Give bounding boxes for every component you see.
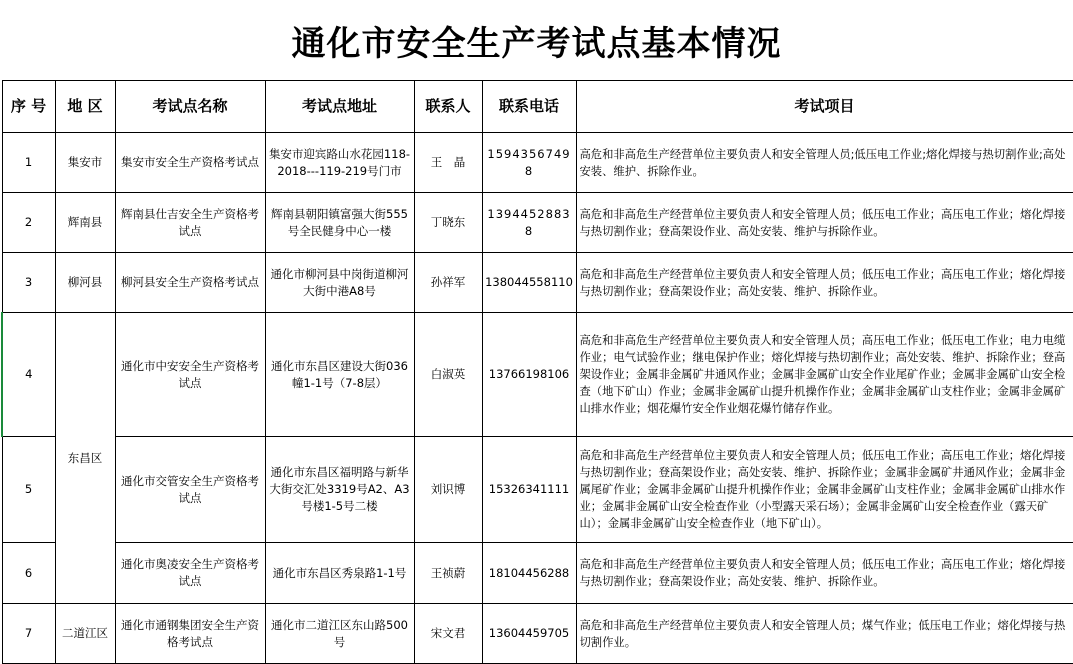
row-no: 3 [2, 253, 55, 313]
header-contact: 联系人 [414, 81, 482, 133]
row-site-address: 通化市二道江区东山路500号 [265, 604, 414, 664]
row-phone: 13766198106 [482, 313, 576, 437]
row-phone: 138044558110 [482, 253, 576, 313]
header-region: 地 区 [55, 81, 115, 133]
row-no: 1 [2, 133, 55, 193]
header-phone: 联系电话 [482, 81, 576, 133]
row-contact: 刘识博 [414, 437, 482, 543]
row-site-name: 通化市交管安全生产资格考试点 [115, 437, 265, 543]
exam-sites-table [1, 80, 1073, 664]
row-exam-items: 高危和非高危生产经营单位主要负责人和安全管理人员；煤气作业；低压电工作业；熔化焊接与热切割作业。 [576, 604, 1073, 664]
row-contact: 宋文君 [414, 604, 482, 664]
table-row [2, 543, 1073, 604]
row-site-address: 通化市东昌区福明路与新华大街交汇处3319号A2、A3号楼1-5号二楼 [265, 437, 414, 543]
row-site-name: 柳河县安全生产资格考试点 [115, 253, 265, 313]
row-region: 集安市 [55, 133, 115, 193]
row-site-name: 通化市通钢集团安全生产资格考试点 [115, 604, 265, 664]
row-exam-items: 高危和非高危生产经营单位主要负责人和安全管理人员；低压电工作业；高压电工作业；熔化焊接与热切割作业；登高架设作业、高处安装、维护与拆除作业。 [576, 193, 1073, 253]
row-phone: 13604459705 [482, 604, 576, 664]
header-site-name: 考试点名称 [115, 81, 265, 133]
row-no: 5 [2, 437, 55, 543]
header-exam-items: 考试项目 [576, 81, 1073, 133]
row-phone: 15326341111 [482, 437, 576, 543]
row-phone: 15943567498 [482, 133, 576, 193]
table-row [2, 437, 1073, 543]
row-exam-items: 高危和非高危生产经营单位主要负责人和安全管理人员;低压电工作业;熔化焊接与热切割作业;高处安装、维护、拆除作业。 [576, 133, 1073, 193]
row-region: 柳河县 [55, 253, 115, 313]
row-site-address: 通化市柳河县中岗街道柳河大街中港A8号 [265, 253, 414, 313]
row-region: 东昌区 [55, 313, 115, 604]
row-phone: 18104456288 [482, 543, 576, 604]
page-title: 通化市安全生产考试点基本情况 [291, 23, 782, 64]
table-row [2, 313, 1073, 437]
row-site-name: 辉南县仕吉安全生产资格考试点 [115, 193, 265, 253]
row-exam-items: 高危和非高危生产经营单位主要负责人和安全管理人员；高压电工作业；低压电工作业；电力电缆作业；电气试验作业；继电保护作业；熔化焊接与热切割作业；高处安装、维护、拆除作业；登高架设作业；金属非金属矿井通风作业；金属非金属矿山安全作业尾矿作业；金属非金属矿山安全检查（地下矿山）作业；金属非金属矿山提升机操作作业；金属非金属矿山支柱作业；金属非金属矿山排水作业；烟花爆竹安全作业烟花爆竹储存作业。 [576, 313, 1073, 437]
row-no: 7 [2, 604, 55, 664]
row-contact: 孙祥军 [414, 253, 482, 313]
row-region: 辉南县 [55, 193, 115, 253]
row-site-address: 通化市东昌区秀泉路1-1号 [265, 543, 414, 604]
row-contact: 王 晶 [414, 133, 482, 193]
table-row [2, 604, 1073, 664]
table-row [2, 193, 1073, 253]
row-contact: 白淑英 [414, 313, 482, 437]
table-row [2, 133, 1073, 193]
row-site-name: 通化市中安安全生产资格考试点 [115, 313, 265, 437]
row-no: 4 [2, 313, 55, 437]
row-no: 6 [2, 543, 55, 604]
row-contact: 王祯蔚 [414, 543, 482, 604]
row-phone: 13944528838 [482, 193, 576, 253]
row-site-name: 集安市安全生产资格考试点 [115, 133, 265, 193]
row-site-name: 通化市奥凌安全生产资格考试点 [115, 543, 265, 604]
row-contact: 丁晓东 [414, 193, 482, 253]
row-region: 二道江区 [55, 604, 115, 664]
row-site-address: 集安市迎宾路山水花园118-2018---119-219号门市 [265, 133, 414, 193]
row-no: 2 [2, 193, 55, 253]
row-site-address: 通化市东昌区建设大街036幢1-1号（7-8层） [265, 313, 414, 437]
row-exam-items: 高危和非高危生产经营单位主要负责人和安全管理人员；低压电工作业；高压电工作业；熔化焊接与热切割作业；登高架设作业；高处安装、维护、拆除作业。 [576, 253, 1073, 313]
header-site-address: 考试点地址 [265, 81, 414, 133]
header-no: 序 号 [2, 81, 55, 133]
table-row [2, 253, 1073, 313]
table-header-row [2, 81, 1073, 133]
row-exam-items: 高危和非高危生产经营单位主要负责人和安全管理人员；低压电工作业；高压电工作业；熔化焊接与热切割作业；登高架设作业；高处安装、维护、拆除作业。 [576, 543, 1073, 604]
row-exam-items: 高危和非高危生产经营单位主要负责人和安全管理人员；低压电工作业；高压电工作业；熔化焊接与热切割作业；登高架设作业；高处安装、维护、拆除作业；金属非金属矿井通风作业；金属非金属尾矿作业；金属非金属矿山提升机操作作业；金属非金属矿山支柱作业；金属非金属矿山排水作业；金属非金属矿山安全检查作业（小型露天采石场）；金属非金属矿山安全检查作业（露天矿山）；金属非金属矿山安全检查作业（地下矿山）。 [576, 437, 1073, 543]
row-site-address: 辉南县朝阳镇富强大街555号全民健身中心一楼 [265, 193, 414, 253]
